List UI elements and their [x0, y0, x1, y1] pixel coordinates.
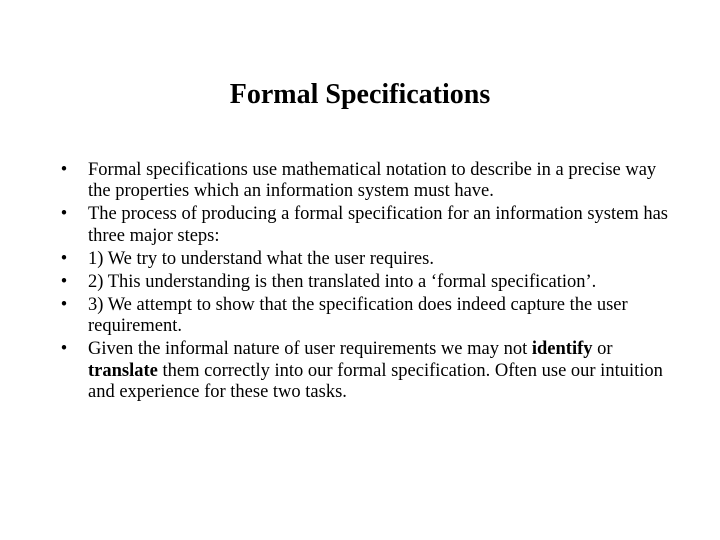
bold-term-translate: translate	[88, 360, 158, 381]
bullet-item	[54, 272, 674, 293]
bullet-text-part: or	[592, 339, 613, 360]
bullet-text-part: Given the informal nature of user requirements we may not	[88, 339, 532, 360]
bullet-text: Formal specifications use mathematical notation to describe in a precise way the properties which an information system must have.	[88, 160, 657, 202]
bullet-text: 1) We try to understand what the user requires.	[88, 248, 434, 269]
bullet-text-part: them correctly into our formal specification. Often use our intuition and experience for these two tasks.	[88, 360, 663, 403]
bullet-item	[54, 249, 674, 270]
bullet-text: 2) This understanding is then translated into a ‘formal specification’.	[88, 271, 597, 292]
bullet-item	[54, 160, 674, 203]
slide-title: Formal Specifications	[229, 79, 491, 110]
bullet-icon: •	[60, 294, 68, 315]
bullet-icon: •	[60, 248, 68, 269]
bullet-item	[54, 204, 674, 247]
bullet-text: 3) We attempt to show that the specification does indeed capture the user requirement.	[88, 294, 628, 337]
bold-term-identify: identify	[531, 339, 593, 360]
bullet-icon: •	[60, 271, 68, 292]
bullet-icon: •	[60, 160, 68, 180]
bullet-icon: •	[60, 204, 68, 225]
bullet-icon: •	[60, 339, 68, 360]
bullet-item	[54, 295, 674, 338]
bullet-text: The process of producing a formal specification for an information system has three major steps:	[88, 204, 669, 246]
bullet-list	[54, 160, 674, 405]
bullet-item	[54, 339, 674, 403]
bullet-text	[88, 339, 663, 402]
